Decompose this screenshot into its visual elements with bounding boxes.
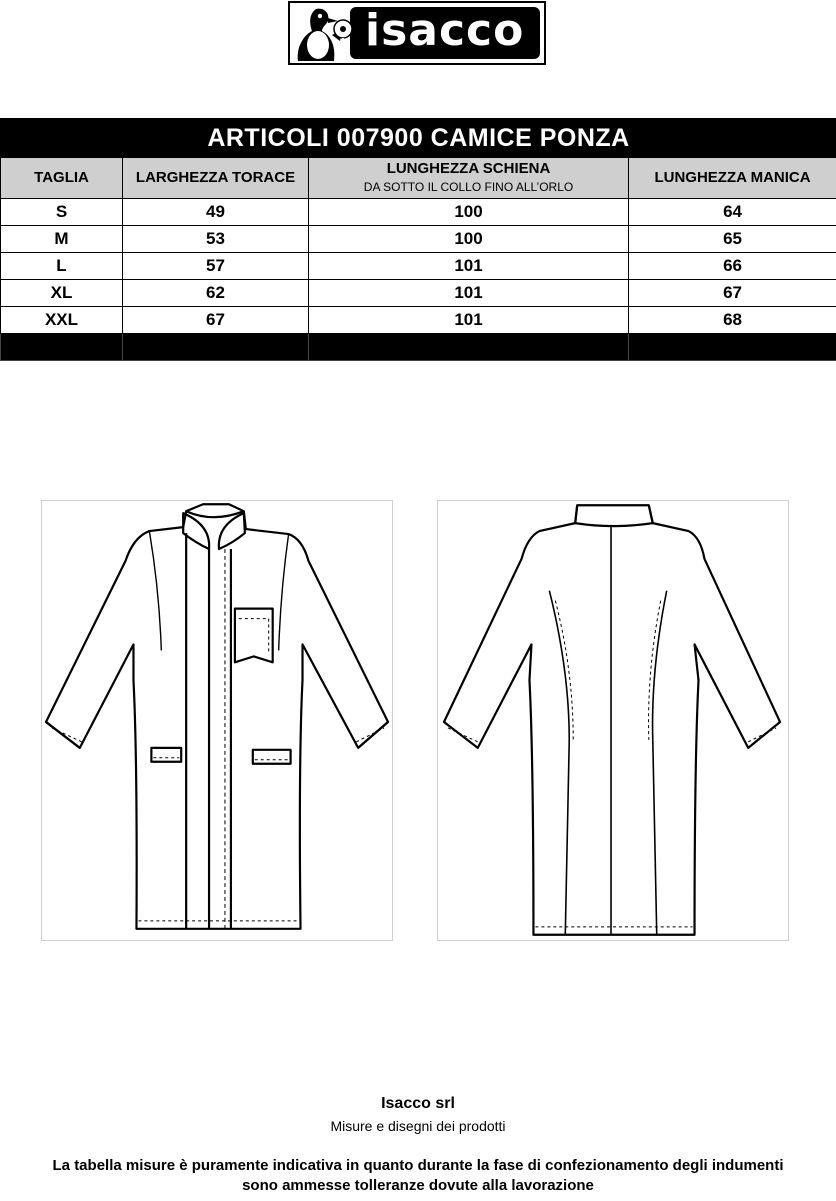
cell-sleeve: 68 — [629, 307, 836, 334]
cell-chest: 53 — [123, 226, 309, 253]
table-row — [1, 253, 836, 280]
header-sleeve-length: LUNGHEZZA MANICA — [629, 158, 836, 199]
cell-back: 101 — [309, 280, 629, 307]
cell-size: S — [1, 199, 123, 226]
flower-icon — [328, 17, 358, 47]
cell-sleeve: 67 — [629, 280, 836, 307]
size-table — [0, 118, 836, 361]
cell-size: XXL — [1, 307, 123, 334]
company-subtitle: Misure e disegni dei prodotti — [330, 1118, 506, 1134]
cell-sleeve: 65 — [629, 226, 836, 253]
cell-back: 101 — [309, 307, 629, 334]
isacco-logo — [288, 1, 546, 65]
cell-back: 100 — [309, 199, 629, 226]
front-view-drawing — [41, 500, 393, 941]
cell-chest: 67 — [123, 307, 309, 334]
cell-chest: 57 — [123, 253, 309, 280]
table-header-row — [1, 158, 836, 199]
table-row — [1, 226, 836, 253]
cell-chest: 49 — [123, 199, 309, 226]
header-chest-width: LARGHEZZA TORACE — [123, 158, 309, 199]
header-back-length-label: LUNGHEZZA SCHIENA — [386, 160, 551, 177]
table-row — [1, 199, 836, 226]
brand-name: isacco — [365, 5, 525, 56]
disclaimer-line-1: La tabella misure è puramente indicativa in quanto durante la fase di confezionamento degli indumenti — [52, 1157, 784, 1174]
disclaimer — [20, 1156, 816, 1196]
lab-coat-front-illustration — [42, 501, 392, 940]
table-footer-row — [1, 334, 836, 361]
header-back-length — [309, 158, 629, 199]
cell-back: 101 — [309, 253, 629, 280]
cell-size: M — [1, 226, 123, 253]
header-back-length-subtitle: DA SOTTO IL COLLO FINO ALL’ORLO — [363, 180, 574, 194]
disclaimer-line-2: sono ammesse tolleranze dovute alla lavorazione — [242, 1177, 594, 1194]
cell-size: XL — [1, 280, 123, 307]
back-view-drawing — [437, 500, 789, 941]
company-name: Isacco srl — [381, 1095, 455, 1112]
header-size: TAGLIA — [1, 158, 123, 199]
cell-back: 100 — [309, 226, 629, 253]
table-title: ARTICOLI 007900 CAMICE PONZA — [1, 119, 836, 158]
cell-sleeve: 66 — [629, 253, 836, 280]
cell-size: L — [1, 253, 123, 280]
table-row — [1, 307, 836, 334]
cell-sleeve: 64 — [629, 199, 836, 226]
lab-coat-back-illustration — [438, 501, 788, 940]
cell-chest: 62 — [123, 280, 309, 307]
table-row — [1, 280, 836, 307]
